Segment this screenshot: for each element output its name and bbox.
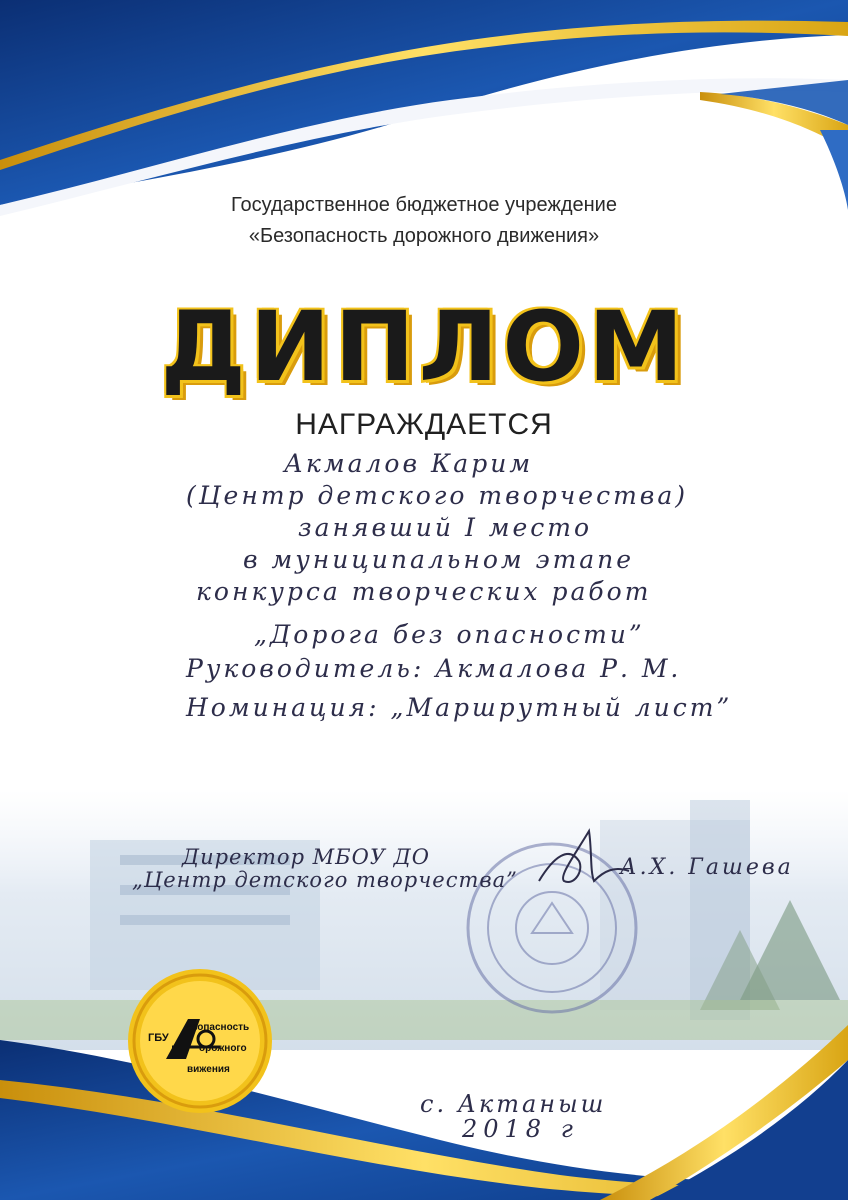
recipient-name: Акмалов Карим [284,449,534,478]
diploma-title: ДИПЛОМ [160,291,688,403]
place-of-issue: с. Актаныш [420,1090,607,1118]
director-title-line-1: Директор МБОУ ДО [182,845,430,869]
supervisor: Руководитель: Акмалова Р. М. [186,654,682,683]
director-name: А.Х. Гашева [620,855,794,880]
issuer-line-1: Государственное бюджетное учреждение [231,194,617,216]
director-title-line-2: „Центр детского творчества” [132,868,518,892]
issuer-line-2: «Безопасность дорожного движения» [248,225,600,247]
director-signature [534,826,634,896]
recipient-organization: (Центр детского творчества) [186,481,689,510]
award-label: НАГРАЖДАЕТСЯ [295,408,553,441]
competition-type: конкурса творческих работ [196,577,652,606]
place-awarded: занявший I место [298,513,593,542]
logo-word-2: орожного [199,1043,247,1054]
logo-word-1: езопасность [187,1022,250,1033]
year-of-issue: 2018 г [462,1115,579,1143]
nomination: Номинация: „Маршрутный лист” [186,693,733,722]
competition-stage: в муниципальном этапе [243,545,635,574]
logo-org-label: ГБУ [148,1032,169,1044]
logo-word-3: вижения [187,1064,230,1075]
competition-name: „Дорога без опасности” [254,620,645,649]
